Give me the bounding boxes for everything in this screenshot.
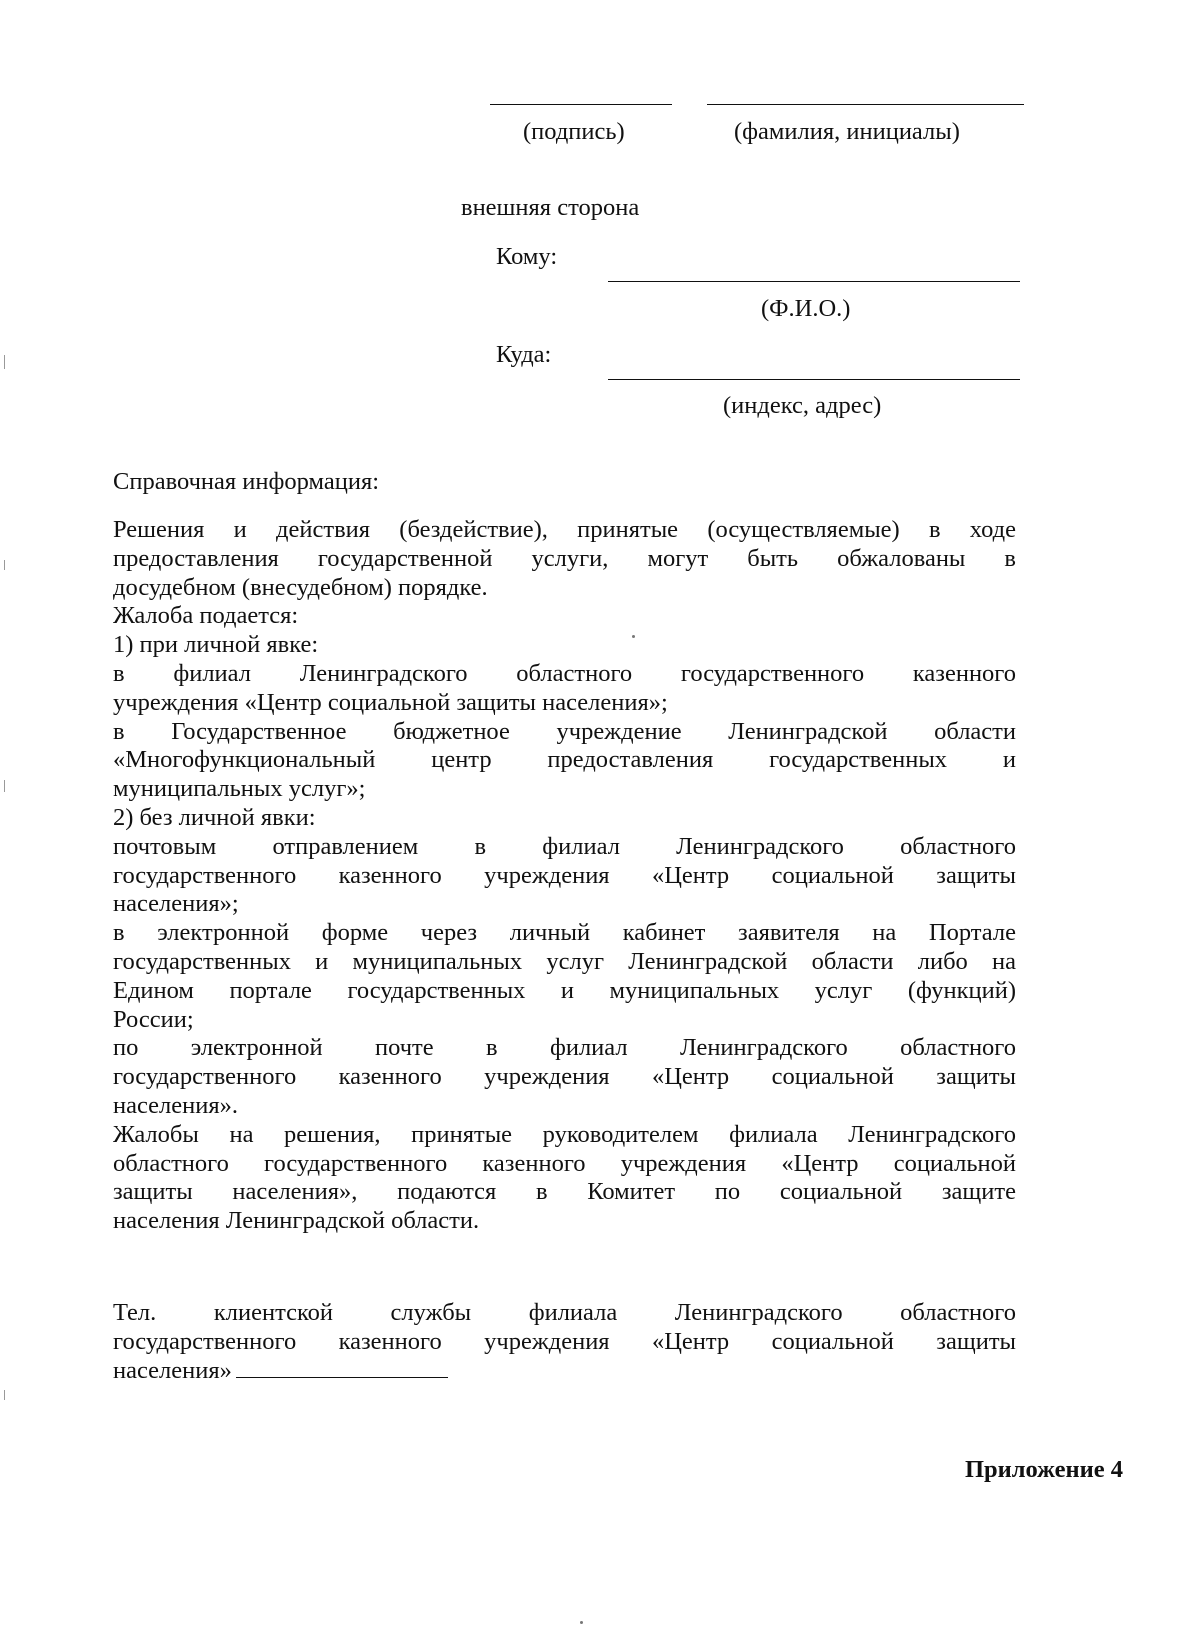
phone-line-3-text: населения» — [113, 1356, 232, 1384]
scan-speck — [580, 1621, 583, 1624]
reference-line: государственного казенного учреждения «Центр социальной защиты — [113, 1063, 1016, 1091]
to-label: Кому: — [496, 243, 558, 270]
where-caption: (индекс, адрес) — [723, 392, 882, 419]
reference-line: 2) без личной явки: — [113, 803, 316, 831]
reference-line: досудебном (внесудебном) порядке. — [113, 573, 488, 601]
margin-mark — [4, 780, 5, 792]
reference-line: населения». — [113, 1091, 239, 1119]
phone-number-line — [236, 1376, 448, 1378]
reference-line: «Многофункциональный центр предоставления государственных и — [113, 746, 1016, 774]
reference-line: населения Ленинградской области. — [113, 1207, 480, 1235]
phone-line-2: государственного казенного учреждения «Центр социальной защиты — [113, 1327, 1016, 1355]
margin-mark — [4, 355, 5, 369]
phone-line-3 — [113, 1357, 1016, 1386]
where-label: Куда: — [496, 341, 552, 368]
reference-line: почтовым отправлением в филиал Ленинградского областного — [113, 832, 1016, 860]
reference-line: учреждения «Центр социальной защиты населения»; — [113, 688, 668, 716]
reference-line: Едином портале государственных и муниципальных услуг (функций) — [113, 976, 1016, 1004]
reference-line: предоставления государственной услуги, могут быть обжалованы в — [113, 544, 1016, 572]
where-line — [608, 379, 1020, 380]
to-line — [608, 281, 1020, 282]
reference-line: защиты населения», подаются в Комитет по социальной защите — [113, 1178, 1016, 1206]
reference-heading: Справочная информация: — [113, 468, 380, 495]
scan-speck — [632, 635, 635, 638]
reference-line: областного государственного казенного учреждения «Центр социальной — [113, 1149, 1016, 1177]
reference-line: в Государственное бюджетное учреждение Ленинградской области — [113, 717, 1016, 745]
appendix-label: Приложение 4 — [965, 1456, 1123, 1483]
reference-line: государственного казенного учреждения «Центр социальной защиты — [113, 861, 1016, 889]
reference-line: в филиал Ленинградского областного государственного казенного — [113, 659, 1016, 687]
reference-line: России; — [113, 1005, 194, 1033]
reference-line: государственных и муниципальных услуг Ленинградской области либо на — [113, 947, 1016, 975]
reference-line: Жалоба подается: — [113, 602, 299, 630]
name-line — [707, 104, 1024, 105]
margin-mark — [4, 560, 5, 570]
outer-side-label: внешняя сторона — [461, 194, 640, 221]
reference-line: муниципальных услуг»; — [113, 775, 366, 803]
margin-mark — [4, 1390, 5, 1400]
signature-line — [490, 104, 672, 105]
reference-line: населения»; — [113, 890, 239, 918]
phone-line-1: Тел. клиентской службы филиала Ленинградского областного — [113, 1299, 1016, 1326]
reference-line: в электронной форме через личный кабинет заявителя на Портале — [113, 919, 1016, 947]
reference-line: по электронной почте в филиал Ленинградского областного — [113, 1034, 1016, 1062]
to-caption: (Ф.И.О.) — [761, 295, 851, 322]
reference-body — [113, 516, 1016, 1236]
reference-line: Жалобы на решения, принятые руководителем филиала Ленинградского — [113, 1120, 1016, 1148]
name-caption: (фамилия, инициалы) — [734, 118, 960, 145]
reference-line: 1) при личной явке: — [113, 631, 319, 659]
reference-line: Решения и действия (бездействие), принятые (осуществляемые) в ходе — [113, 516, 1016, 543]
phone-block — [113, 1299, 1016, 1385]
signature-caption: (подпись) — [523, 118, 625, 145]
